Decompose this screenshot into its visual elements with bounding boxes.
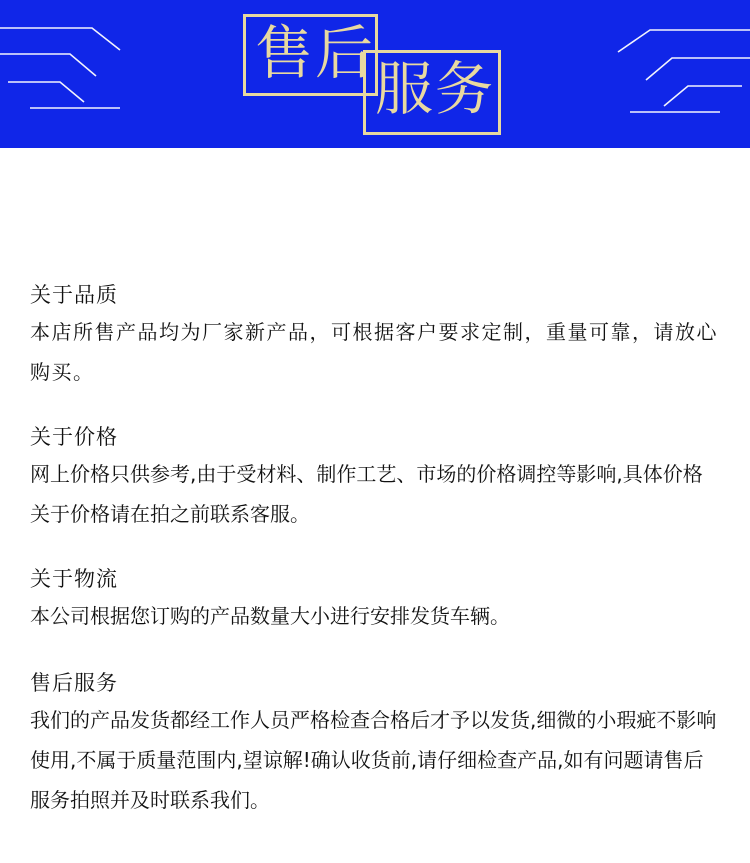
banner-header — [0, 0, 750, 148]
section-quality — [30, 278, 720, 392]
title-char-4: 务 — [435, 55, 496, 123]
section-body-quality: 本店所售产品均为厂家新产品，可根据客户要求定制，重量可靠，请放心购买。 — [30, 320, 718, 384]
content-area — [0, 148, 750, 826]
section-price — [30, 420, 720, 534]
section-body-logistics: 本公司根据您订购的产品数量大小进行安排发货车辆。 — [30, 604, 510, 628]
title-char-1: 售 — [254, 19, 315, 87]
title-char-2: 后 — [314, 19, 375, 87]
section-title-quality: 关于品质 — [30, 283, 118, 307]
section-body-after-sales: 我们的产品发货都经工作人员严格检查合格后才予以发货,细微的小瑕疵不影响使用,不属于质量范围内,望谅解!确认收货前,请仔细检查产品,如有问题请售后服务拍照并及时联系我们。 — [30, 708, 717, 812]
section-after-sales — [30, 666, 720, 820]
section-title-after-sales: 售后服务 — [30, 671, 118, 695]
section-title-price: 关于价格 — [30, 425, 118, 449]
banner-title — [0, 19, 750, 123]
section-title-logistics: 关于物流 — [30, 567, 118, 591]
section-logistics — [30, 562, 720, 636]
section-body-price: 网上价格只供参考,由于受材料、制作工艺、市场的价格调控等影响,具体价格关于价格请在拍之前联系客服。 — [30, 462, 703, 526]
title-char-3: 服 — [375, 55, 436, 123]
